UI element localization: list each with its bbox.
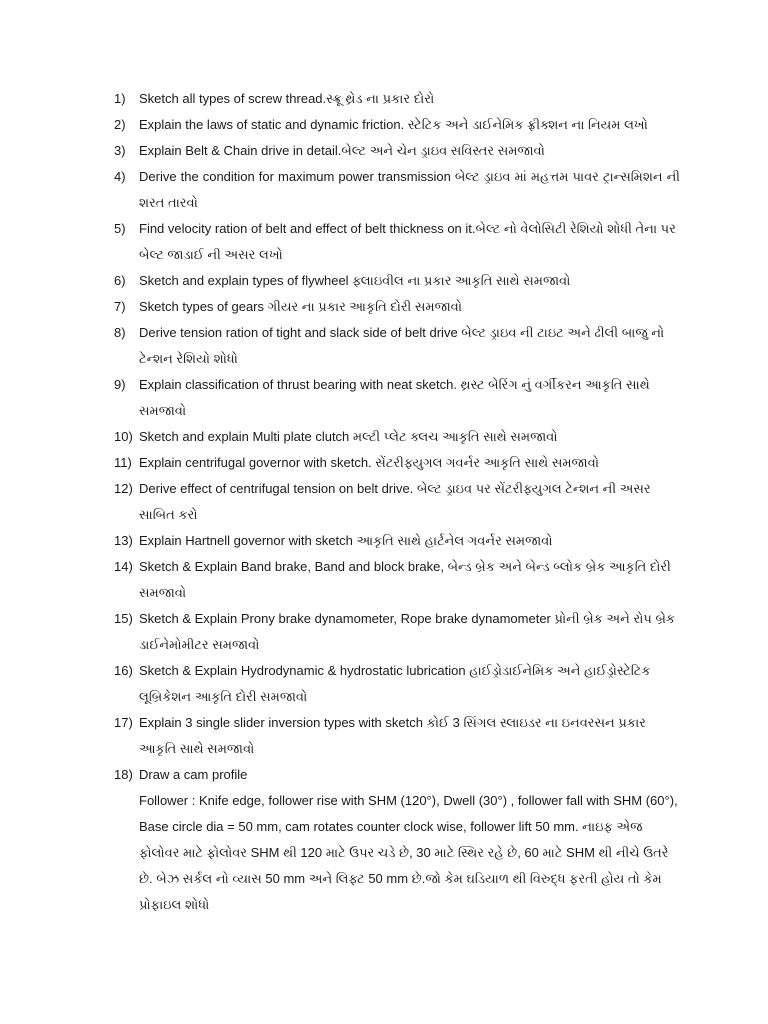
question-text: Sketch & Explain Hydrodynamic & hydrostatic lubrication હાઈડ્રોડાઈનેમિક અને હાઈડ્રોસ્ટેટિક લૂબ્રિકેશન આકૃતિ દોરી સમજાવો xyxy=(139,663,651,704)
question-item xyxy=(114,528,680,554)
question-item xyxy=(114,294,680,320)
question-text: Explain Hartnell governor with sketch આકૃતિ સાથે હાર્ટનેલ ગવર્નર સમજાવો xyxy=(139,533,553,548)
question-text: Derive the condition for maximum power transmission બેલ્ટ ડ્રાઇવ માં મહત્તમ પાવર ટ્રાન્સમિશન ની શરત તારવો xyxy=(139,169,680,210)
question-item xyxy=(114,216,680,268)
question-item xyxy=(114,424,680,450)
question-number: 13) xyxy=(114,533,133,548)
question-item xyxy=(114,450,680,476)
question-body xyxy=(139,762,680,918)
question-number: 11) xyxy=(114,455,132,470)
question-number: 8) xyxy=(114,325,126,340)
question-number: 17) xyxy=(114,715,133,730)
question-item xyxy=(114,268,680,294)
question-text: Explain the laws of static and dynamic friction. સ્ટેટિક અને ડાઈનેમિક ફ્રીક્શન ના નિયમ લખો xyxy=(139,117,648,132)
question-item xyxy=(114,476,680,528)
question-text: Sketch & Explain Band brake, Band and block brake, બેન્ડ બ્રેક અને બેન્ડ બ્લોક બ્રેક આકૃતિ દોરી સમજાવો xyxy=(139,559,671,600)
question-text: Derive effect of centrifugal tension on belt drive. બેલ્ટ ડ્રાઇવ પર સેંટરીફ્યુગલ ટેન્શન ની અસર સાબિત કરો xyxy=(139,481,651,522)
question-number: 4) xyxy=(114,169,126,184)
question-number: 10) xyxy=(114,429,133,444)
question-text: Sketch types of gears ગીયર ના પ્રકાર આકૃતિ દોરી સમજાવો xyxy=(139,299,463,314)
question-text: Sketch and explain Multi plate clutch મલ્ટી પ્લેટ ક્લચ આકૃતિ સાથે સમજાવો xyxy=(139,429,558,444)
question-number: 5) xyxy=(114,221,126,236)
question-number: 18) xyxy=(114,767,133,782)
question-text: Sketch & Explain Prony brake dynamometer, Rope brake dynamometer પ્રોની બ્રેક અને રોપ બ્રેક ડાઈનેમોમીટર સમજાવો xyxy=(139,611,676,652)
question-text: Explain 3 single slider inversion types with sketch કોઈ 3 સિંગલ સ્લાઇડર ના ઇનવરસન પ્રકાર આકૃતિ સાથે સમજાવો xyxy=(139,715,646,756)
question-item xyxy=(114,554,680,606)
question-item xyxy=(114,372,680,424)
question-item xyxy=(114,86,680,112)
question-number: 16) xyxy=(114,663,133,678)
question-item xyxy=(114,710,680,762)
question-number: 6) xyxy=(114,273,126,288)
question-item xyxy=(114,658,680,710)
question-number: 2) xyxy=(114,117,126,132)
question-number: 15) xyxy=(114,611,133,626)
question-number: 7) xyxy=(114,299,126,314)
question-text: Explain classification of thrust bearing with neat sketch. થ્રસ્ટ બેરિંગ નું વર્ગીકરન આકૃતિ સાથે સમજાવો xyxy=(139,377,650,418)
question-item xyxy=(114,762,680,918)
question-text: Explain Belt & Chain drive in detail.બેલ્ટ અને ચેન ડ્રાઇવ સવિસ્તર સમજાવો xyxy=(139,143,545,158)
question-number: 14) xyxy=(114,559,133,574)
question-text: Sketch and explain types of flywheel ફ્લાઇવીલ ના પ્રકાર આકૃતિ સાથે સમજાવો xyxy=(139,273,571,288)
question-item xyxy=(114,138,680,164)
question-text: Sketch all types of screw thread.સ્ક્રૂ થ્રેડ ના પ્રકાર દોરો xyxy=(139,91,435,106)
question-detail: Follower : Knife edge, follower rise with SHM (120°), Dwell (30°) , follower fall with SHM (60°), Base circle dia = 50 mm, cam rotates counter clock wise, follower lift 50 mm. નાઇફ એજ ફોલોવર માટે ફોલોવર SHM થી 120 માટે ઉપર ચડે છે, 30 માટે સ્થિર રહે છે, 60 માટે SHM થી નીચે ઉતરે છે. બેઝ સર્કલ નો વ્યાસ 50 mm અને લિફ્ટ 50 mm છે.જો કેમ ઘડિયાળ થી વિરુદ્ધ ફરતી હોય તો કેમ પ્રોફાઇલ શોધો xyxy=(139,793,678,912)
question-item xyxy=(114,112,680,138)
question-number: 9) xyxy=(114,377,126,392)
question-item xyxy=(114,320,680,372)
question-item xyxy=(114,164,680,216)
question-number: 12) xyxy=(114,481,133,496)
question-list xyxy=(114,86,680,918)
question-item xyxy=(114,606,680,658)
question-text: Draw a cam profile xyxy=(139,767,248,782)
question-number: 3) xyxy=(114,143,126,158)
question-number: 1) xyxy=(114,91,126,106)
question-text: Derive tension ration of tight and slack side of belt drive બેલ્ટ ડ્રાઇવ ની ટાઇટ અને ઢીલી બાજુ નો ટેન્શન રેશિયો શોધો xyxy=(139,325,665,366)
question-text: Explain centrifugal governor with sketch. સેંટરીફ્યુગલ ગવર્નર આકૃતિ સાથે સમજાવો xyxy=(139,455,599,470)
question-text: Find velocity ration of belt and effect of belt thickness on it.બેલ્ટ નો વેલોસિટી રેશિયો શોધી તેના પર બેલ્ટ જાડાઈ ની અસર લખો xyxy=(139,221,676,262)
